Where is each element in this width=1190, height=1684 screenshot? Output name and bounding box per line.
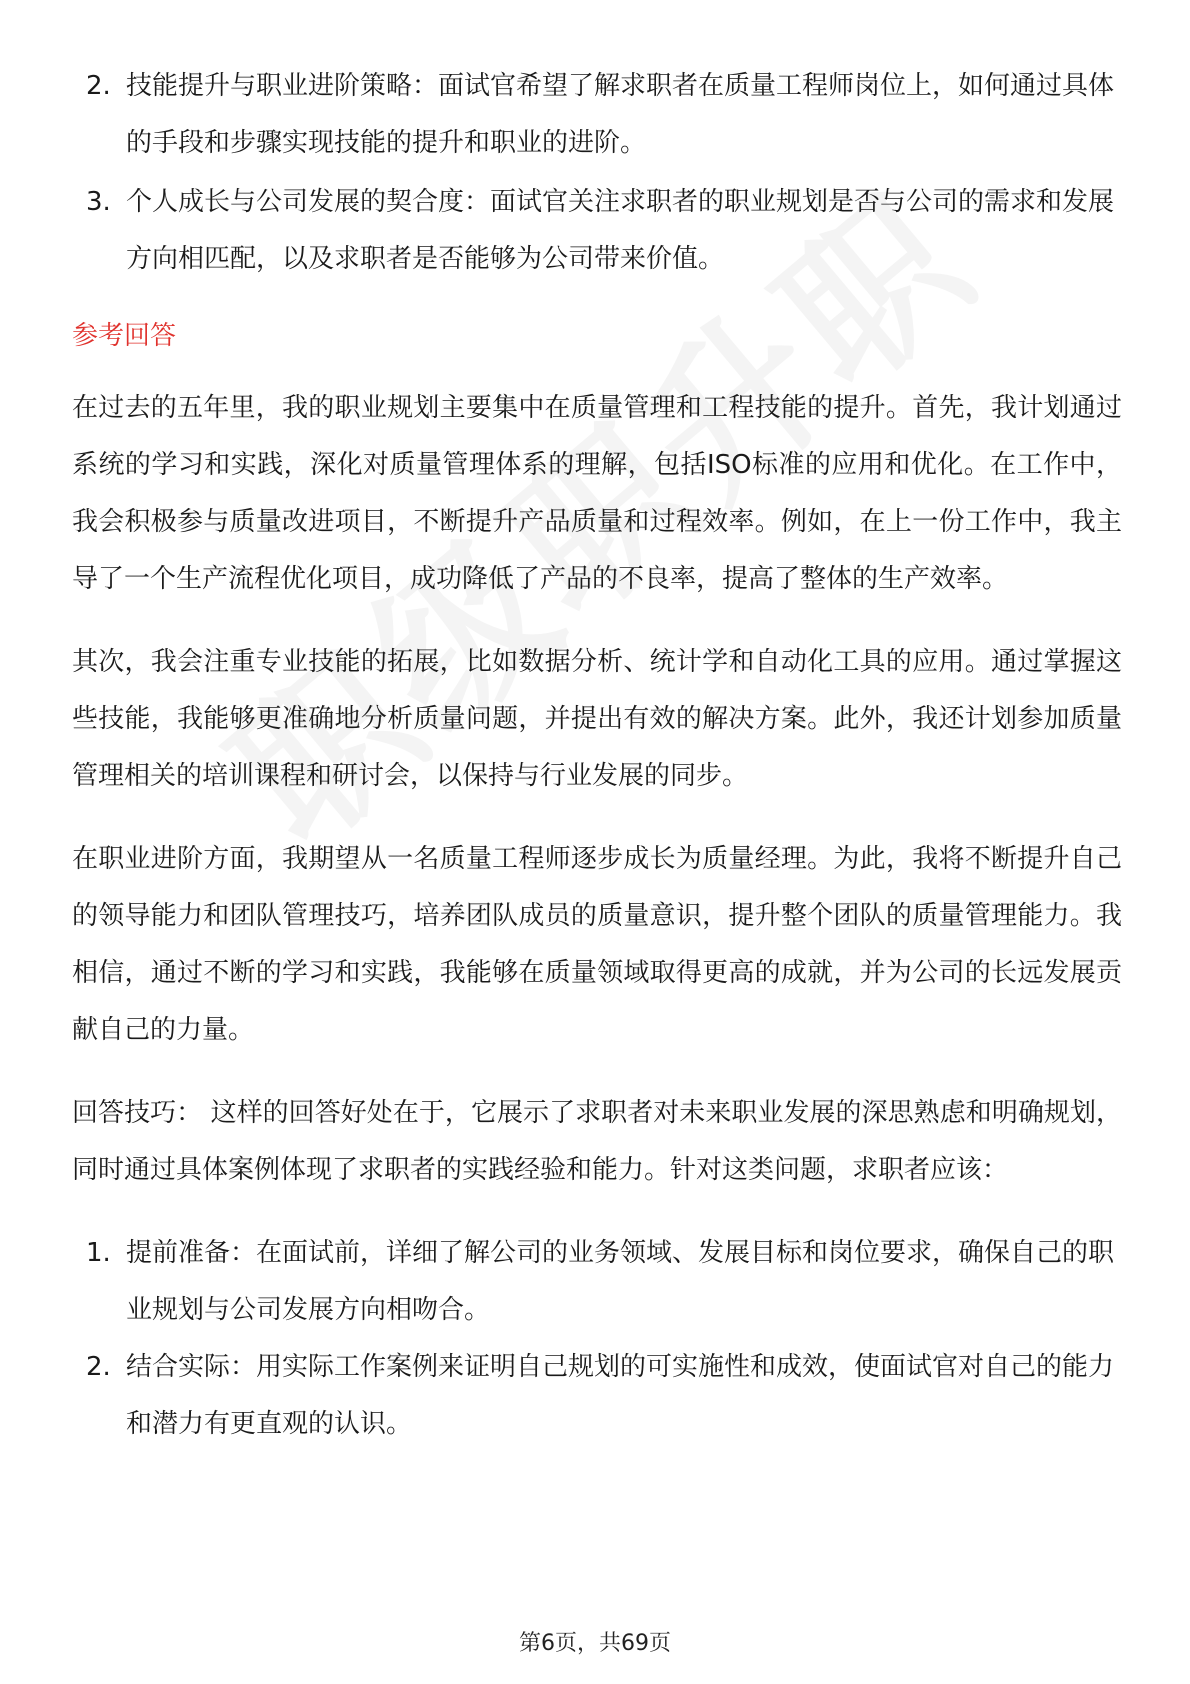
list-item	[72, 58, 1122, 172]
list-item	[72, 1225, 1122, 1339]
answer-paragraph: 在职业进阶方面，我期望从一名质量工程师逐步成长为质量经理。为此，我将不断提升自己的领导能力和团队管理技巧，培养团队成员的质量意识，提升整个团队的质量管理能力。我相信，通过不断的学习和实践，我能够在质量领域取得更高的成就，并为公司的长远发展贡献自己的力量。	[72, 844, 1122, 1045]
list-item	[72, 1339, 1122, 1453]
tips-list	[72, 1225, 1122, 1453]
list-item-number: 2.	[86, 71, 111, 101]
list-item-text: 个人成长与公司发展的契合度：面试官关注求职者的职业规划是否与公司的需求和发展方向相匹配，以及求职者是否能够为公司带来价值。	[126, 187, 1115, 274]
evaluation-points-list	[72, 58, 1122, 288]
answer-paragraph: 在过去的五年里，我的职业规划主要集中在质量管理和工程技能的提升。首先，我计划通过系统的学习和实践，深化对质量管理体系的理解，包括ISO标准的应用和优化。在工作中，我会积极参与质量改进项目，不断提升产品质量和过程效率。例如，在上一份工作中，我主导了一个生产流程优化项目，成功降低了产品的不良率，提高了整体的生产效率。	[72, 393, 1122, 594]
list-item-text: 技能提升与职业进阶策略：面试官希望了解求职者在质量工程师岗位上，如何通过具体的手段和步骤实现技能的提升和职业的进阶。	[126, 71, 1115, 158]
section-title: 参考回答	[72, 321, 177, 351]
tips-paragraph: 回答技巧： 这样的回答好处在于，它展示了求职者对未来职业发展的深思熟虑和明确规划，同时通过具体案例体现了求职者的实践经验和能力。针对这类问题，求职者应该：	[72, 1098, 1122, 1185]
document-content	[72, 58, 1122, 1453]
list-item	[72, 174, 1122, 288]
list-item-text: 提前准备：在面试前，详细了解公司的业务领域、发展目标和岗位要求，确保自己的职业规划与公司发展方向相吻合。	[126, 1238, 1115, 1325]
answer-paragraph: 其次，我会注重专业技能的拓展，比如数据分析、统计学和自动化工具的应用。通过掌握这些技能，我能够更准确地分析质量问题，并提出有效的解决方案。此外，我还计划参加质量管理相关的培训课程和研讨会，以保持与行业发展的同步。	[72, 647, 1122, 791]
list-item-number: 2.	[86, 1352, 111, 1382]
list-item-text: 结合实际：用实际工作案例来证明自己规划的可实施性和成效，使面试官对自己的能力和潜力有更直观的认识。	[126, 1352, 1115, 1439]
page-number-footer: 第6页，共69页	[519, 1631, 671, 1656]
list-item-number: 3.	[86, 187, 111, 217]
list-item-number: 1.	[86, 1238, 111, 1268]
